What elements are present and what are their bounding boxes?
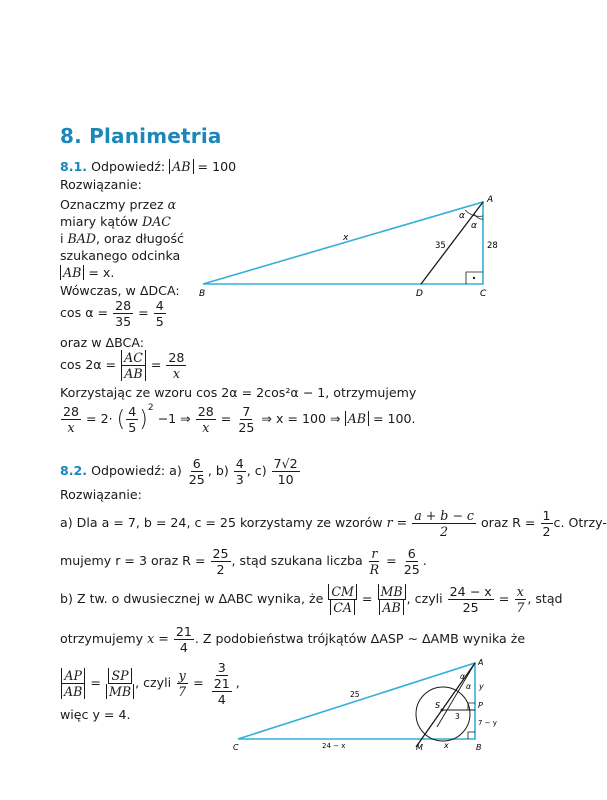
fraction (187, 456, 207, 487)
problem-number: 8.2. (60, 463, 88, 478)
label-b: B (476, 743, 482, 752)
fraction (234, 456, 246, 487)
fraction (212, 676, 232, 707)
denominator: AB (121, 366, 145, 381)
text-line: szukanego odcinka (60, 248, 181, 263)
text: = 100. (372, 411, 416, 426)
label-a: A (487, 195, 494, 205)
text-line (60, 264, 114, 281)
segment: AB (345, 411, 369, 426)
text-line: $\frac{AP}{AB}$ = $\frac{SP}{MB}$ , czyli $\frac{y}{7}$ = $\frac{3}{\frac{21}{4}}$ , (60, 660, 240, 707)
right-angle-mark (468, 732, 475, 739)
label-alpha-1: α (460, 672, 465, 681)
text-line (60, 508, 607, 539)
fraction (412, 508, 476, 539)
text: = x. (88, 265, 115, 280)
text-line: Wówczas, w ΔDCA: (60, 283, 180, 298)
text: = (386, 553, 397, 568)
fraction (61, 404, 81, 435)
label-a: A (478, 658, 484, 667)
label-35: 35 (435, 241, 446, 251)
fraction (121, 350, 146, 381)
label-24-minus-x: 24 − x (322, 742, 346, 750)
numerator: r (371, 546, 378, 561)
text: , czyli (406, 591, 443, 606)
fraction (514, 584, 526, 615)
item-label: a) (60, 515, 73, 530)
section-title: Planimetria (89, 124, 222, 148)
label-b: B (199, 289, 206, 299)
label-x: x (444, 741, 449, 750)
label-s: S (435, 701, 441, 710)
text-line (60, 230, 184, 247)
text: , (235, 675, 240, 690)
text-line (60, 546, 427, 577)
fraction (126, 404, 138, 435)
fraction (272, 456, 300, 487)
denominator: 2 (542, 524, 551, 539)
alpha: α (167, 197, 177, 212)
fraction (154, 298, 166, 329)
label-c: C (480, 289, 487, 299)
numerator: 4 (235, 456, 244, 471)
denominator: 4 (179, 640, 188, 655)
label-c: C (233, 743, 239, 752)
label-alpha-1: α (459, 211, 465, 221)
numerator: 1 (542, 508, 551, 523)
formula-cos-2alpha (60, 350, 187, 381)
text: . Z podobieństwa trójkątów ΔASP ∼ ΔAMB wynika że (194, 631, 526, 646)
angle-name: DAC (142, 214, 171, 229)
fraction (106, 668, 134, 699)
text: mujemy r = 3 oraz R = (60, 553, 206, 568)
fraction (166, 350, 186, 381)
text: oraz R = (480, 515, 536, 530)
formula-cos-alpha (60, 298, 167, 329)
exponent: 2 (147, 402, 154, 413)
segment: AB (60, 265, 84, 280)
text: otrzymujemy (60, 631, 144, 646)
numerator: 21 (213, 676, 230, 691)
text: = (138, 305, 149, 320)
section-heading (60, 124, 222, 148)
denominator: MB (106, 684, 134, 699)
numerator: SP (108, 668, 131, 684)
fraction (541, 508, 553, 539)
answer-8-1 (60, 158, 236, 175)
denominator: 10 (277, 472, 294, 487)
numerator: 4 (155, 298, 164, 313)
solution-label: Rozwiązanie: (60, 487, 142, 502)
fraction (211, 546, 231, 577)
numerator: 28 (115, 298, 132, 313)
figure-triangle-1 (195, 190, 500, 300)
text: cos 2α = (60, 357, 117, 372)
denominator: 5 (128, 420, 137, 435)
label-alpha-2: α (466, 682, 471, 691)
numerator: MB (378, 584, 406, 600)
text: miary kątów (60, 214, 139, 229)
label-3: 3 (455, 712, 460, 721)
point-s (441, 709, 444, 712)
text: = (220, 411, 232, 426)
denominator: 3 (235, 472, 244, 487)
numerator: a + b − c (414, 508, 474, 523)
label-x: x (343, 233, 349, 243)
text: r = (386, 515, 408, 530)
item-label: b) (60, 591, 73, 606)
right-angle-dot (473, 277, 475, 279)
fraction (368, 546, 381, 577)
text: , oraz długość (95, 231, 184, 246)
numerator: AC (121, 350, 146, 366)
incircle (416, 687, 470, 741)
text: ⇒ x = 100 ⇒ (261, 411, 341, 426)
label-m: M (416, 743, 423, 752)
problem-number: 8.1. (60, 159, 88, 174)
fraction (61, 668, 85, 699)
denominator: AB (61, 684, 85, 699)
solution-label: Rozwiązanie: (60, 177, 142, 192)
text: , stąd szukana liczba (231, 553, 363, 568)
denominator: 4 (217, 692, 226, 707)
numerator: 28 (168, 350, 185, 365)
label-7-minus-y: 7 − y (478, 719, 497, 727)
fraction (176, 668, 188, 699)
text: , stąd (527, 591, 563, 606)
text: i (60, 231, 64, 246)
answer-label: Odpowiedź: a) (91, 463, 182, 478)
answer-var: AB (169, 159, 193, 174)
fraction (328, 584, 357, 615)
text: , czyli (135, 675, 172, 690)
numerator: 25 (212, 546, 229, 561)
denominator: 35 (115, 314, 132, 329)
denominator: 25 (188, 472, 205, 487)
numerator: 6 (407, 546, 416, 561)
denominator: x (202, 420, 210, 435)
text: = 2· (86, 411, 113, 426)
numerator: 6 (192, 456, 201, 471)
text-line: b) Z tw. o dwusiecznej w ΔABC wynika, że $\frac{CM}{CA}$ = $\frac{MB}{AB}$ , czyli $\frac{24 - x}{25}$ = $\frac{x}{7}$ , stąd (60, 584, 563, 615)
denominator: CA (330, 600, 355, 615)
text-line (60, 196, 176, 213)
text: Oznaczmy przez (60, 197, 164, 212)
text-line (60, 213, 171, 230)
denominator: 5 (155, 314, 164, 329)
text-line: więc y = 4. (60, 707, 131, 722)
equation-line (60, 404, 416, 435)
fraction (378, 584, 406, 615)
label-alpha-2: α (471, 221, 477, 231)
numerator: CM (328, 584, 357, 600)
label-p: P (478, 701, 483, 710)
text: . (422, 553, 427, 568)
numerator: 3 (217, 660, 226, 675)
numerator: 28 (197, 404, 214, 419)
denominator: x (172, 366, 180, 381)
text: = (150, 357, 162, 372)
numerator: 7 (242, 404, 251, 419)
denominator: 7 (178, 684, 187, 699)
text: , c) (246, 463, 267, 478)
paren: ) (139, 407, 148, 432)
answer-label: Odpowiedź: (91, 159, 166, 174)
denominator: R (369, 562, 380, 577)
text-line (60, 624, 525, 655)
figure-triangle-2 (230, 655, 510, 755)
denominator: x (67, 420, 75, 435)
text: x = (147, 631, 169, 646)
text: , b) (207, 463, 229, 478)
label-d: D (416, 289, 423, 299)
text: c. Otrzy- (553, 515, 607, 530)
fraction (174, 624, 194, 655)
section-number: 8. (60, 124, 82, 148)
fraction (196, 404, 216, 435)
denominator: 7 (516, 600, 525, 615)
denominator: 2 (440, 524, 449, 539)
answer-value: = 100 (197, 159, 237, 174)
numerator: 28 (63, 404, 80, 419)
text: −1 ⇒ (157, 411, 191, 426)
fraction (236, 404, 256, 435)
denominator: AB (379, 600, 403, 615)
numerator: 24 − x (449, 584, 492, 599)
text: Z tw. o dwusiecznej w ΔABC wynika, że (76, 591, 324, 606)
fraction (113, 298, 133, 329)
numerator: 4 (128, 404, 137, 419)
angle-name: BAD (67, 231, 96, 246)
numerator: AP (61, 668, 85, 684)
text-line: Korzystając ze wzoru cos 2α = 2cos²α − 1, otrzymujemy (60, 385, 417, 400)
numerator: 7√2 (273, 456, 298, 471)
denominator: 25 (403, 562, 420, 577)
text: cos α = (60, 305, 109, 320)
numerator: y (178, 668, 186, 683)
text-line: oraz w ΔBCA: (60, 335, 144, 350)
bisector-am (416, 663, 475, 747)
label-y: y (479, 682, 484, 691)
numerator: 21 (175, 624, 192, 639)
answer-8-2 (60, 456, 301, 487)
label-25: 25 (350, 690, 360, 699)
fraction (448, 584, 494, 615)
paren: ( (116, 407, 126, 432)
fraction (402, 546, 422, 577)
denominator: 25 (238, 420, 255, 435)
text: Dla a = 7, b = 24, c = 25 korzystamy ze wzorów (76, 515, 383, 530)
numerator: x (516, 584, 524, 599)
denominator: 2 (216, 562, 225, 577)
denominator: 25 (462, 600, 479, 615)
label-28: 28 (487, 241, 498, 251)
